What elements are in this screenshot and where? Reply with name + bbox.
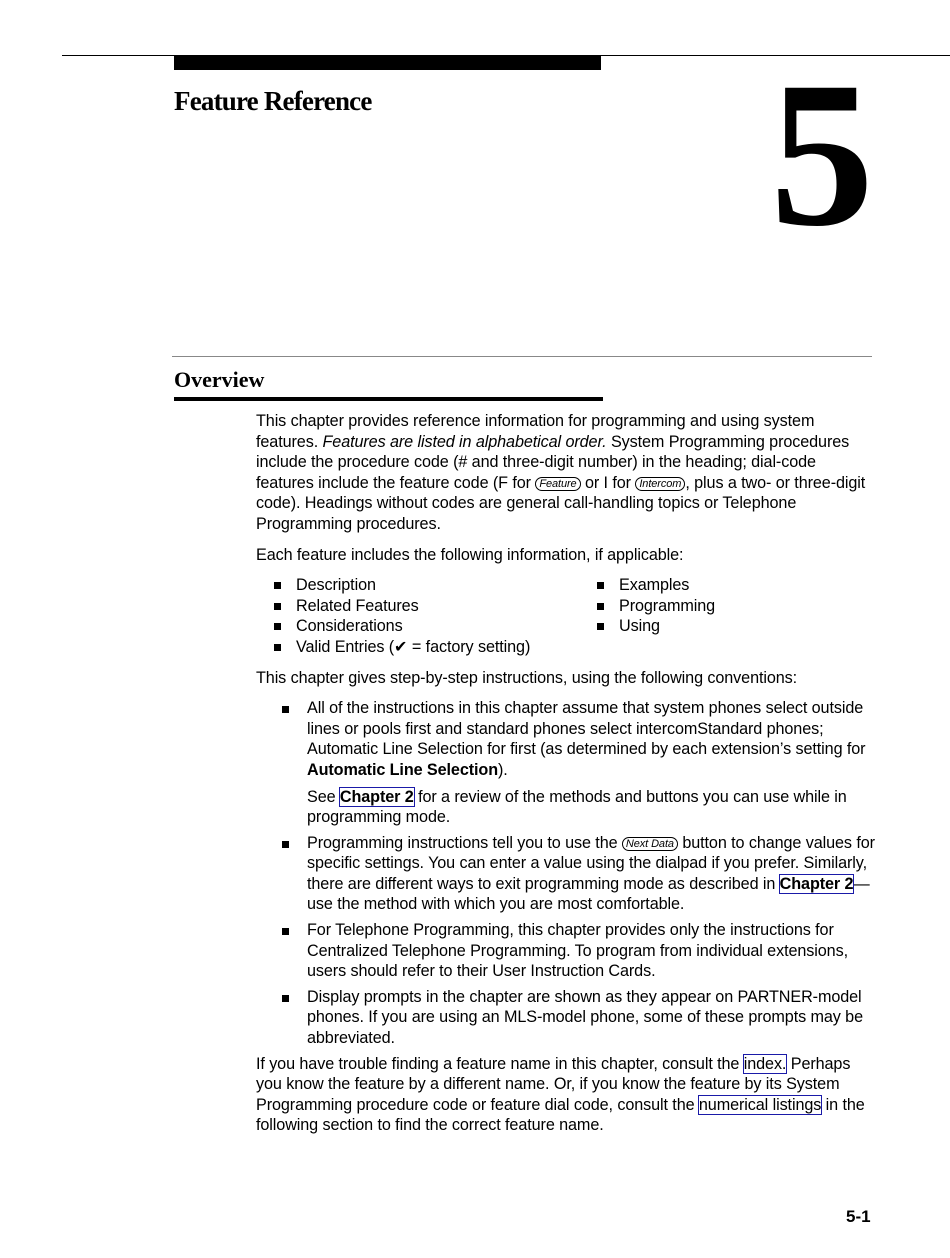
section-rule [172,356,872,357]
bullet-icon [282,841,289,848]
list-item: All of the instructions in this chapter assume that system phones select outside lines or pools first and standard phones select intercomStandard phones; Automatic Line Selection for first (as determined by each extension’s setting for Automatic Line Selection). See Chapter 2 for a review of the methods and buttons you can use while in programming mode. [282,698,876,828]
chapter-2-link[interactable]: Chapter 2 [339,787,414,806]
list-item: Considerations [274,616,597,637]
next-data-key: Next Data [622,837,678,851]
feature-info-lead: Each feature includes the following information, if applicable: [256,545,684,564]
conventions-list [282,698,876,1049]
list-item: Valid Entries (✔ = factory setting) [274,637,597,658]
feature-info-right [597,575,715,657]
bullet-icon [282,995,289,1002]
list-item: Description [274,575,597,596]
list-item: Related Features [274,596,597,617]
index-link[interactable]: index. [743,1054,787,1073]
feature-key: Feature [535,477,580,491]
page-number: 5-1 [846,1207,871,1226]
list-item: Display prompts in the chapter are shown as they appear on PARTNER-model phones. If you are using an MLS-model phone, some of these prompts may be abbreviated. [282,987,876,1049]
intro-text-1: This chapter provides reference information for programming and using system features. [256,412,815,451]
list-item: Programming instructions tell you to use the Next Data button to change values for specific settings. You can enter a value using the dialpad if you prefer. Similarly, there are different ways to exit programming mode as described in Chapter 2—use the method with which you are most comfortable. [282,833,876,915]
bullet-icon [274,623,281,630]
list-item: Using [597,616,715,637]
bullet-icon [597,623,604,630]
bullet-icon [282,706,289,713]
bullet-icon [597,582,604,589]
intro-paragraph [256,411,876,535]
closing-paragraph: If you have trouble finding a feature name in this chapter, consult the index. Perhaps you know the feature by a different name. Or, if you know the feature by its System Programming procedure code or feature dial code, consult the numerical listings in the following section to find the correct feature name. [256,1054,865,1135]
chapter-2-link[interactable]: Chapter 2 [779,874,854,893]
bullet-icon [274,582,281,589]
list-item: Examples [597,575,715,596]
section-heading: Overview [174,367,265,392]
bullet-icon [274,603,281,610]
list-item: Programming [597,596,715,617]
section-underline [174,397,603,401]
bullet-icon [274,644,281,651]
bullet-icon [597,603,604,610]
intro-text-5: , plus a two- or three-digit code). Headings without codes are general call-handling topics or Telephone Programming procedures. [256,473,866,533]
numerical-listings-link[interactable]: numerical listings [698,1095,822,1114]
intro-text-4: or I for [580,473,636,492]
feature-info-left [274,575,597,657]
list-item: For Telephone Programming, this chapter provides only the instructions for Centralized Telephone Programming. To program from individual extensions, users should refer to their User Instruction Cards. [282,920,876,982]
intro-text-3: System Programming procedures include the procedure code (# and three-digit number) in the heading; dial-code features include the feature code (F for [256,432,850,492]
chapter-number: 5 [770,39,874,269]
intro-italic: Features are listed in alphabetical order. [322,432,607,451]
bullet-icon [282,928,289,935]
intercom-key: Intercom [635,477,685,491]
body-text [256,411,876,1136]
conventions-lead: This chapter gives step-by-step instructions, using the following conventions: [256,668,798,687]
chapter-title: Feature Reference [174,86,372,116]
feature-info-list [274,575,876,657]
header-bar [174,56,601,70]
